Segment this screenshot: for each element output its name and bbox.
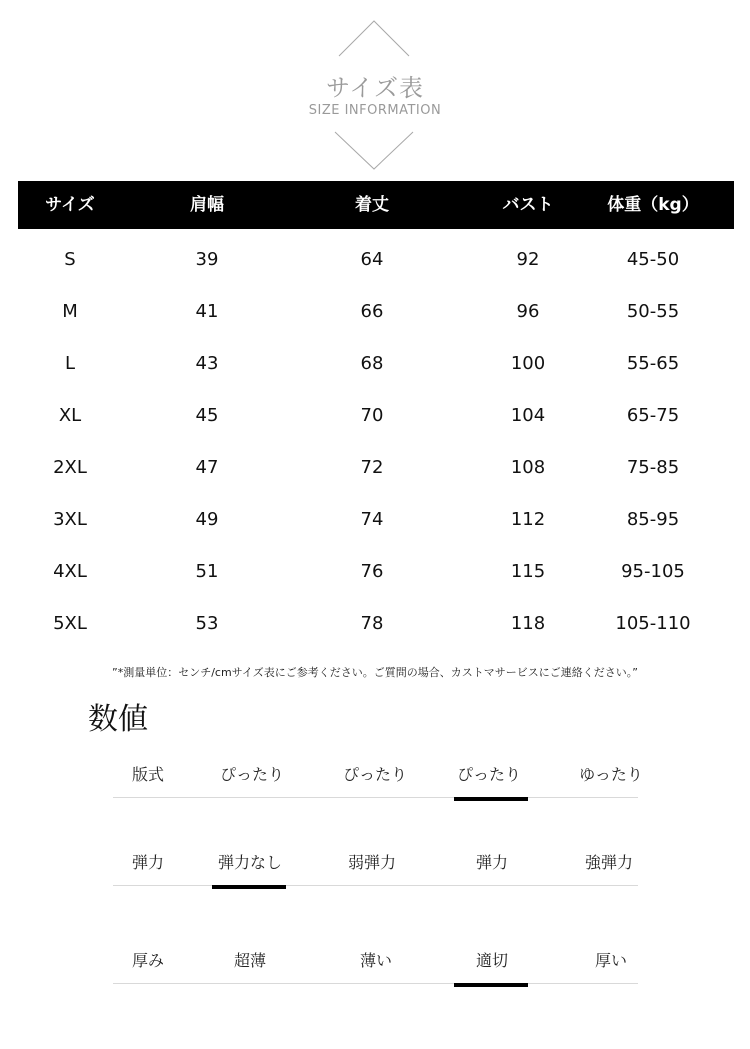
- spec-option: 弱弾力: [347, 853, 396, 872]
- table-cell: 118: [510, 613, 546, 634]
- table-cell: 50-55: [626, 301, 680, 322]
- table-cell: 66: [360, 301, 384, 322]
- table-cell: 43: [195, 353, 219, 374]
- table-cell: 72: [360, 457, 384, 478]
- table-row: [0, 286, 750, 338]
- table-cell: 53: [195, 613, 219, 634]
- table-cell: 49: [195, 509, 219, 530]
- specs-title: 数値: [88, 702, 148, 737]
- table-row: [0, 390, 750, 442]
- table-cell: 115: [510, 561, 546, 582]
- table-row: [0, 338, 750, 390]
- table-cell: 100: [510, 353, 546, 374]
- table-cell: XL: [58, 405, 82, 426]
- table-cell: 41: [195, 301, 219, 322]
- spec-divider: [113, 983, 638, 984]
- table-cell: 2XL: [53, 457, 87, 478]
- column-header-length: 着丈: [355, 195, 389, 215]
- table-cell: 45-50: [626, 249, 680, 270]
- table-cell: 76: [360, 561, 384, 582]
- table-cell: 5XL: [53, 613, 87, 634]
- size-chart-subtitle: SIZE INFORMATION: [308, 103, 442, 118]
- spec-label: 厚み: [131, 951, 164, 970]
- table-cell: 45: [195, 405, 219, 426]
- column-header-size: サイズ: [45, 195, 95, 215]
- spec-divider: [113, 885, 638, 886]
- spec-option: ぴったり: [219, 765, 284, 784]
- spec-option-selected: 適切: [475, 951, 508, 970]
- table-cell: 51: [195, 561, 219, 582]
- table-row: [0, 546, 750, 598]
- spec-label: 版式: [131, 765, 164, 784]
- table-cell: 95-105: [621, 561, 685, 582]
- size-chart-title: サイズ表: [325, 74, 425, 102]
- table-cell: 70: [360, 405, 384, 426]
- table-cell: 78: [360, 613, 384, 634]
- table-cell: 96: [516, 301, 540, 322]
- selection-indicator: [454, 983, 528, 987]
- table-cell: 47: [195, 457, 219, 478]
- spec-option: ゆったり: [579, 765, 643, 784]
- table-cell: 85-95: [626, 509, 680, 530]
- table-cell: 112: [510, 509, 546, 530]
- table-cell: 64: [360, 249, 384, 270]
- table-cell: 68: [360, 353, 384, 374]
- table-cell: 3XL: [53, 509, 87, 530]
- table-cell: 65-75: [626, 405, 680, 426]
- table-cell: M: [62, 301, 78, 322]
- table-cell: 4XL: [53, 561, 87, 582]
- spec-label: 弾力: [131, 853, 164, 872]
- spec-option: 超薄: [233, 951, 266, 970]
- column-header-shoulder: 肩幅: [190, 195, 224, 215]
- spec-option: 強弾力: [584, 853, 633, 872]
- table-cell: 75-85: [626, 457, 680, 478]
- table-row: [0, 442, 750, 494]
- spec-row-fit: [113, 758, 643, 798]
- table-row: [0, 494, 750, 546]
- spec-option: 厚い: [594, 951, 627, 970]
- spec-row-stretch: [113, 846, 638, 886]
- table-cell: 74: [360, 509, 384, 530]
- measurement-note: ”*測量単位：センチ/cmサイズ表にご参考ください。ご質問の場合、カストマサービスにご連絡ください。”: [112, 666, 638, 679]
- table-row: [0, 598, 750, 650]
- spec-option-selected: ぴったり: [456, 765, 521, 784]
- spec-option: 弾力: [475, 853, 508, 872]
- table-cell: 108: [510, 457, 546, 478]
- table-row: [0, 234, 750, 286]
- spec-option-selected: 弾力なし: [217, 853, 282, 872]
- selection-indicator: [212, 885, 286, 889]
- spec-divider: [113, 797, 638, 798]
- column-header-bust: バスト: [502, 195, 554, 215]
- table-cell: 39: [195, 249, 219, 270]
- table-cell: 92: [516, 249, 540, 270]
- spec-option: 薄い: [359, 951, 392, 970]
- table-cell: 104: [510, 405, 546, 426]
- table-cell: L: [64, 353, 76, 374]
- size-table-header: [18, 181, 734, 229]
- table-cell: S: [64, 249, 76, 270]
- spec-option: ぴったり: [342, 765, 407, 784]
- table-cell: 105-110: [615, 613, 691, 634]
- selection-indicator: [454, 797, 528, 801]
- spec-row-thickness: [113, 944, 638, 984]
- table-cell: 55-65: [626, 353, 680, 374]
- column-header-weight: 体重（kg）: [607, 195, 699, 215]
